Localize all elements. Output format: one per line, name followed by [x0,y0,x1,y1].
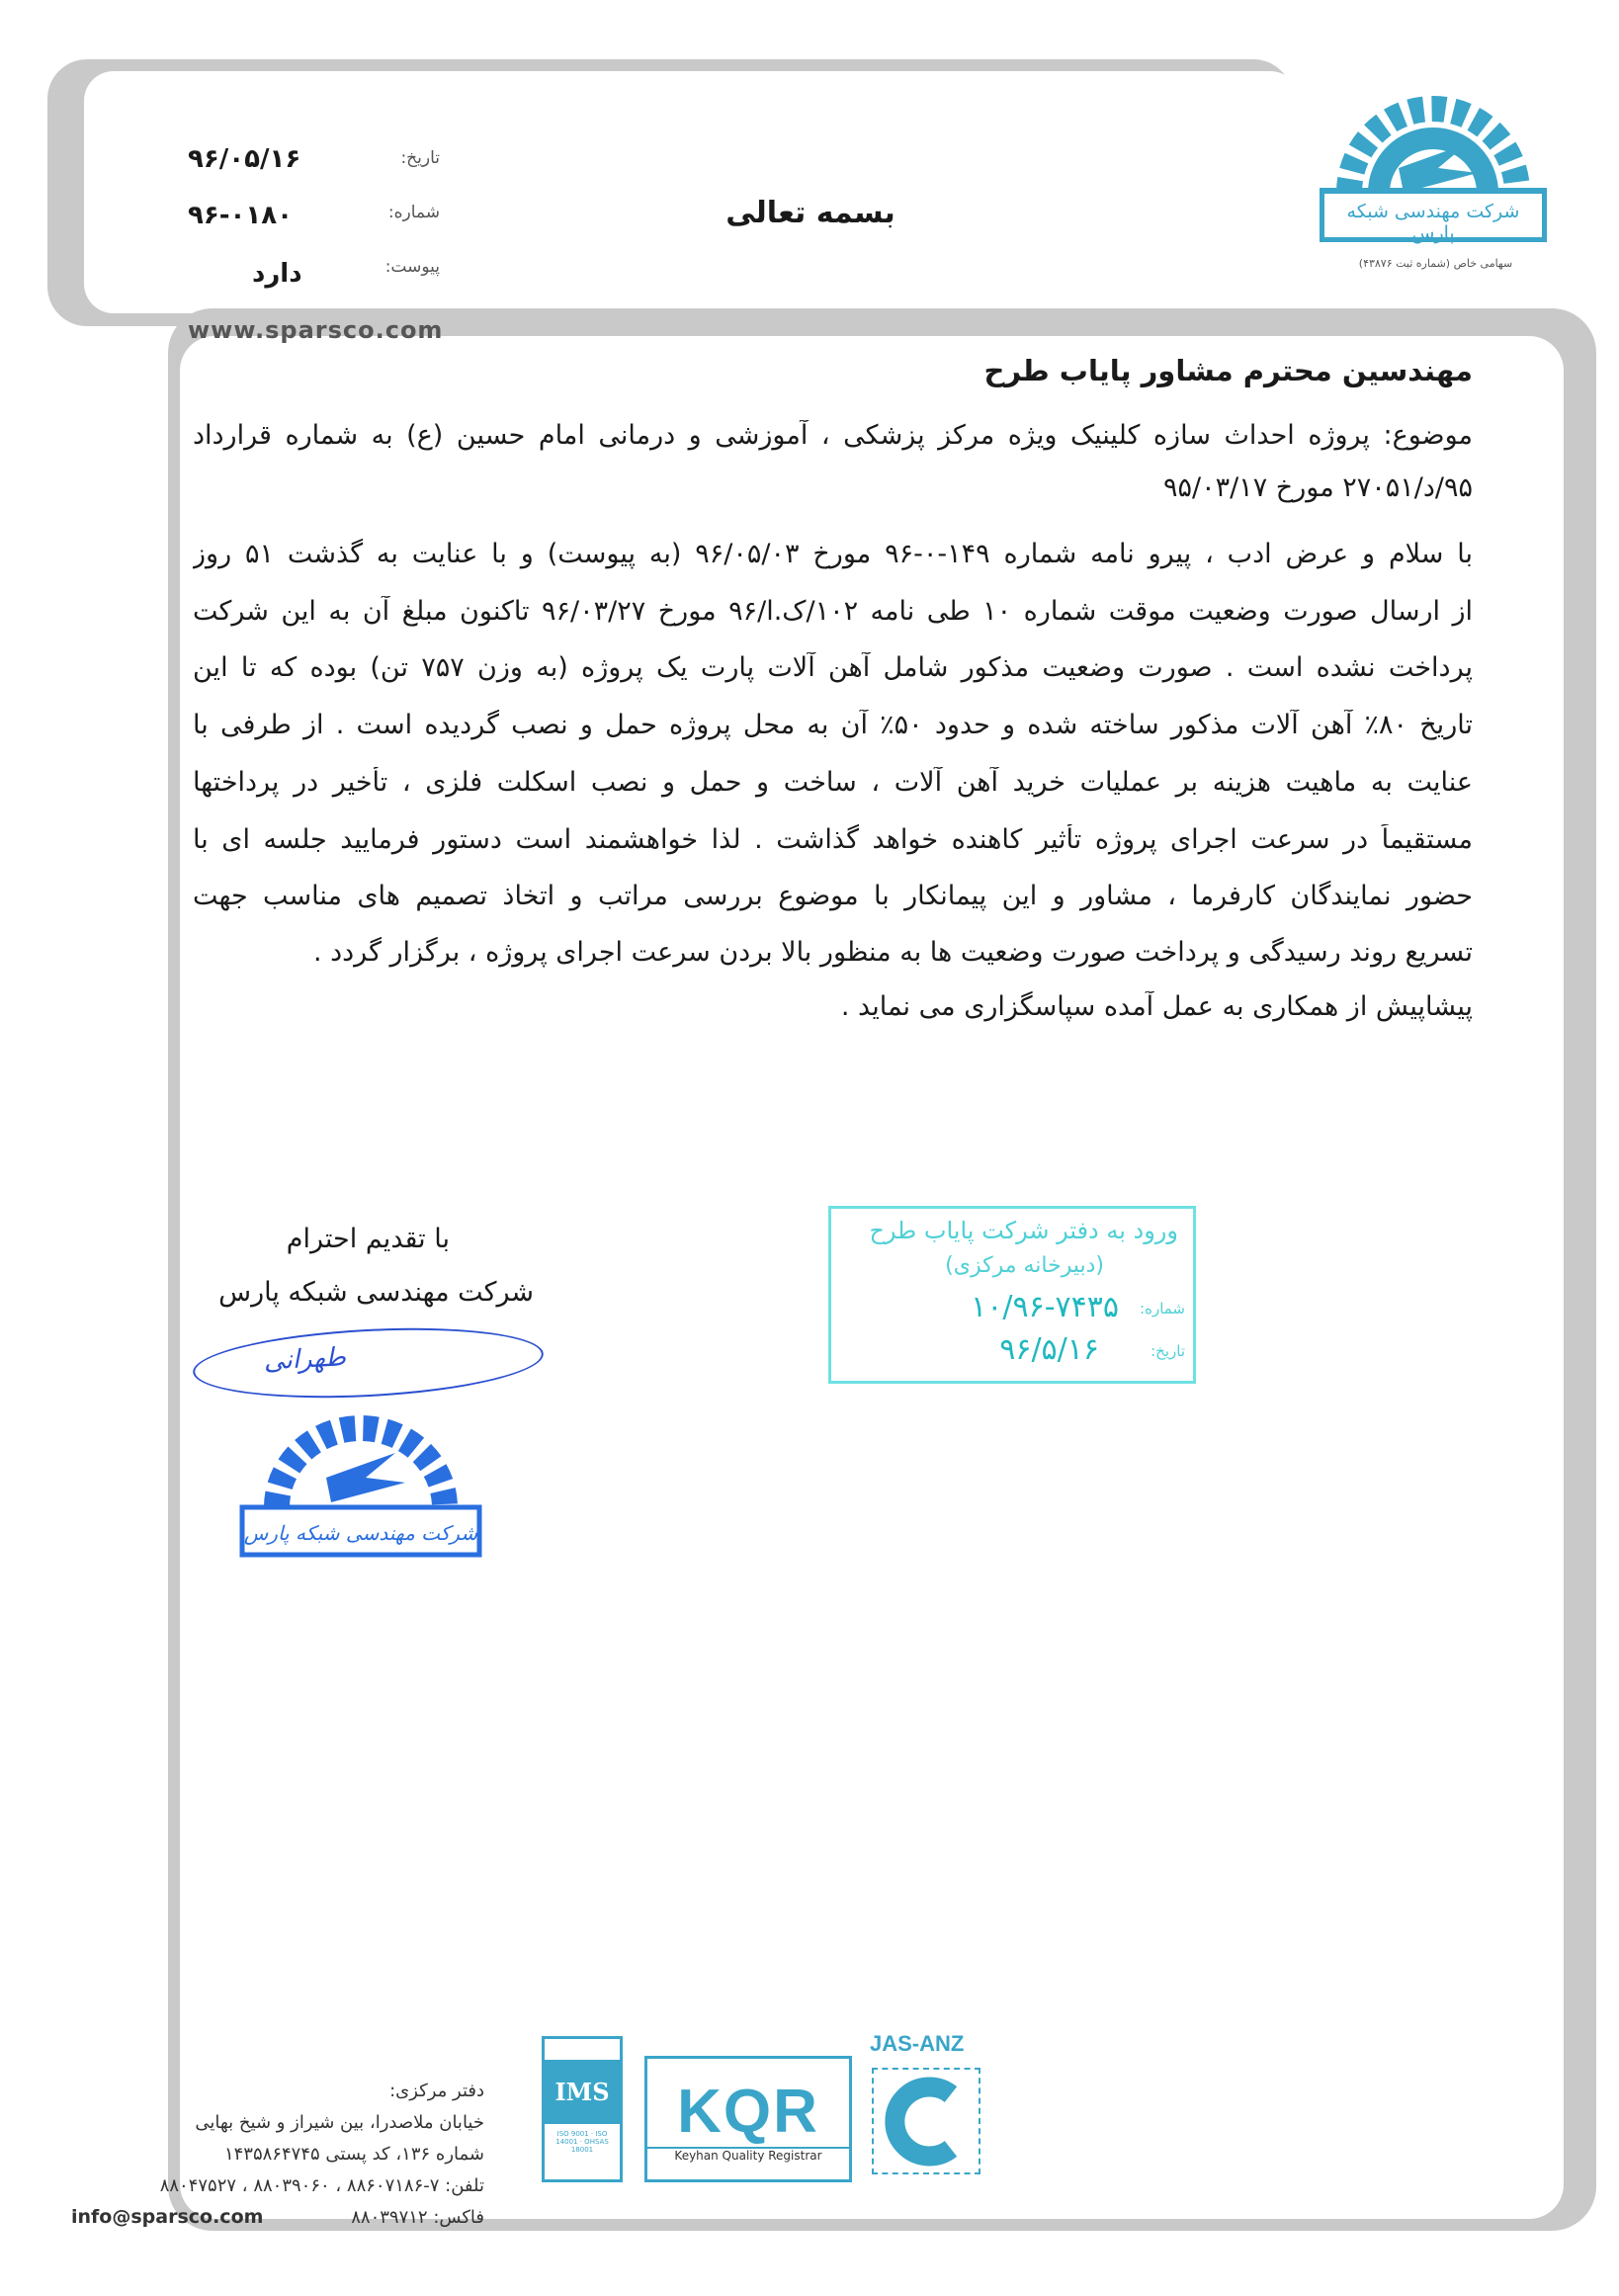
stamp-title: ورود به دفتر شرکت پایاب طرح [869,1217,1178,1244]
date-label: تاریخ: [400,148,440,168]
body-line: عنایت به ماهیت هزینه بر عملیات خرید آهن آلات ، ساخت و حمل و نصب اسکلت فلزی ، تأخیر در پرداختها [193,767,1473,798]
footer-address [59,2076,484,2202]
svg-text:شرکت مهندسی شبکه پارس: شرکت مهندسی شبکه پارس [243,1521,478,1545]
subject-line: موضوع: پروژه احداث سازه کلینیک ویژه مرکز پزشکی ، آموزشی و درمانی امام حسین (ع) به شماره قرارداد [193,420,1473,451]
ims-label: IMS [545,2060,620,2124]
kqr-cert-logo [644,2056,852,2182]
body-line: پیشاپیش از همکاری به عمل آمده سپاسگزاری می نماید . [840,991,1473,1022]
date-value: ۹۶/۰۵/۱۶ [188,144,301,174]
salutation: مهندسین محترم مشاور پایاب طرح [983,354,1473,387]
body-line: با سلام و عرض ادب ، پیرو نامه شماره ۱۴۹-۰-۹۶ مورخ ۹۶/۰۵/۰۳ (به پیوست) و با عنایت به گذشت ۵۱ روز [193,539,1473,569]
address-line: خیابان ملاصدرا، بین شیراز و شیخ بهایی [195,2112,484,2133]
body-line: مستقیماً در سرعت اجرای پروژه تأثیر کاهنده خواهد گذاشت . لذا خواهشمند است دستور فرمایید جلسه ای با [193,824,1473,855]
company-logo [1320,84,1547,242]
kqr-label: KQR [677,2077,819,2146]
stamp-date-label: تاریخ: [1150,1342,1185,1360]
company-registration: سهامی خاص (شماره ثبت ۴۳۸۷۶) [1358,257,1513,270]
stamp-number-value: ۱۰/۹۶-۷۴۳۵ [971,1290,1119,1324]
number-label: شماره: [387,203,440,222]
kqr-caption: Keyhan Quality Registrar [647,2147,849,2163]
stamp-date-value: ۹۶/۵/۱۶ [999,1332,1099,1367]
email-link[interactable]: info@sparsco.com [71,2206,264,2228]
office-label: دفتر مرکزی: [389,2081,484,2101]
website-link[interactable]: www.sparsco.com [188,316,444,344]
body-line: از ارسال صورت وضعیت موقت شماره ۱۰ طی نامه ۱۰۲/ک.ا/۹۶ مورخ ۹۶/۰۳/۲۷ تاکنون مبلغ آن به این شرکت [193,596,1473,627]
body-line: تاریخ ۸۰٪ آهن آلات مذکور ساخته شده و حدود ۵۰٪ آن به محل پروژه حمل و نصب گردیده است . از طرفی با [193,710,1473,740]
closing: با تقدیم احترام [286,1224,450,1254]
address-line: شماره ۱۳۶، کد پستی ۱۴۳۵۸۶۴۷۴۵ [223,2144,484,2165]
attachment-value: دارد [252,259,302,289]
company-seal [237,1399,484,1562]
subject-line: ۹۵/د/۲۷۰۵۱ مورخ ۹۵/۰۳/۱۷ [1162,472,1473,503]
invocation: بسمه تعالی [725,196,895,230]
fax-number: فاکس: ۸۸۰۳۹۷۱۲ [351,2207,484,2228]
signature-text: طهرانی [262,1342,347,1377]
signatory: شرکت مهندسی شبکه پارس [218,1277,534,1308]
jas-anz-label: JAS-ANZ [870,2031,965,2056]
ims-cert-logo [542,2036,623,2182]
gear-seal-icon [237,1399,484,1562]
jas-anz-logo-icon [872,2068,980,2174]
number-value: ۹۶-۰۱۸۰ [188,201,294,230]
attachment-label: پیوست: [384,257,440,277]
stamp-number-label: شماره: [1140,1300,1185,1318]
body-line: تسریع روند رسیدگی و پرداخت صورت وضعیت ها به منظور بالا بردن سرعت اجرای پروژه ، برگزار گردد . [312,937,1473,968]
phone-numbers: تلفن: ۷-۸۸۶۰۷۱۸۶ ، ۸۸۰۳۹۰۶۰ ، ۸۸۰۴۷۵۲۷ [159,2175,484,2196]
stamp-subtitle: (دبیرخانه مرکزی) [945,1253,1104,1278]
ims-standards: ISO 9001 · ISO 14001 · OHSAS 18001 [555,2129,609,2154]
body-line: حضور نمایندگان کارفرما ، مشاور و این پیمانکار با موضوع بررسی مراتب و اتخاذ تصمیم های مناسب جهت [193,881,1473,911]
company-name: شرکت مهندسی شبکه پارس [1346,201,1520,244]
body-line: پرداخت نشده است . صورت وضعیت مذکور شامل آهن آلات پارت یک پروژه (به وزن ۷۵۷ تن) بوده که تا این [193,652,1473,683]
received-stamp [828,1206,1196,1384]
